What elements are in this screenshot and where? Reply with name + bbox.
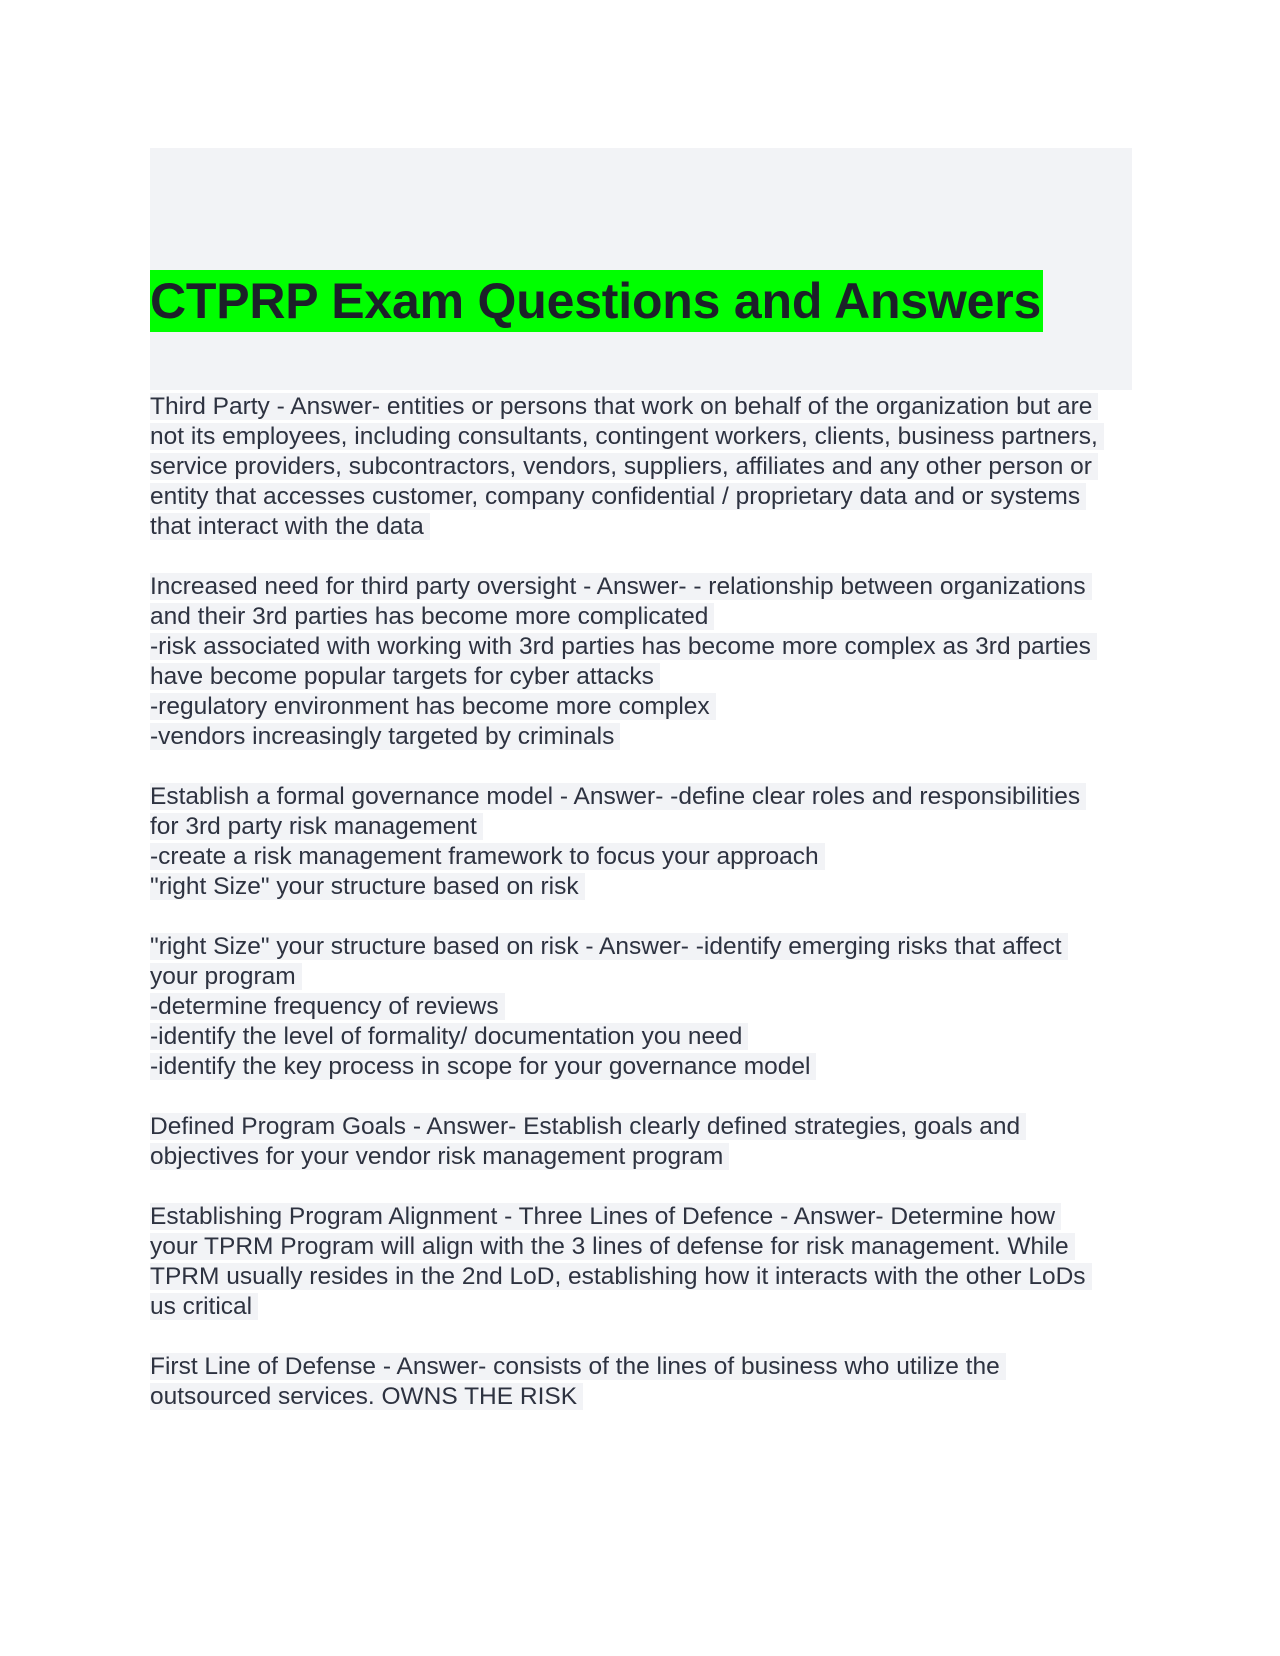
document-title: CTPRP Exam Questions and Answers	[150, 270, 1043, 332]
qa-entry	[150, 392, 1140, 542]
text-line: -regulatory environment has become more complex	[150, 692, 1140, 722]
text-line: TPRM usually resides in the 2nd LoD, establishing how it interacts with the other LoDs	[150, 1262, 1140, 1292]
text-line: -determine frequency of reviews	[150, 992, 1140, 1022]
qa-list	[150, 392, 1140, 1442]
qa-entry	[150, 1202, 1140, 1322]
text-line: Establish a formal governance model - Answer- -define clear roles and responsibilities	[150, 782, 1140, 812]
text-line: First Line of Defense - Answer- consists of the lines of business who utilize the	[150, 1352, 1140, 1382]
title-block	[150, 270, 1043, 332]
text-line: Third Party - Answer- entities or persons that work on behalf of the organization but are	[150, 392, 1140, 422]
text-line: your program	[150, 962, 1140, 992]
text-line: have become popular targets for cyber attacks	[150, 662, 1140, 692]
text-line: "right Size" your structure based on risk - Answer- -identify emerging risks that affect	[150, 932, 1140, 962]
text-line: not its employees, including consultants, contingent workers, clients, business partners,	[150, 422, 1140, 452]
text-line: Establishing Program Alignment - Three Lines of Defence - Answer- Determine how	[150, 1202, 1140, 1232]
qa-entry	[150, 782, 1140, 902]
qa-entry	[150, 932, 1140, 1082]
text-line: Increased need for third party oversight - Answer- - relationship between organizations	[150, 572, 1140, 602]
text-line: objectives for your vendor risk management program	[150, 1142, 1140, 1172]
text-line: service providers, subcontractors, vendors, suppliers, affiliates and any other person or	[150, 452, 1140, 482]
text-line: us critical	[150, 1292, 1140, 1322]
header-band	[150, 148, 1132, 390]
qa-entry	[150, 1352, 1140, 1412]
text-line: your TPRM Program will align with the 3 lines of defense for risk management. While	[150, 1232, 1140, 1262]
text-line: outsourced services. OWNS THE RISK	[150, 1382, 1140, 1412]
text-line: -identify the key process in scope for your governance model	[150, 1052, 1140, 1082]
text-line: "right Size" your structure based on risk	[150, 872, 1140, 902]
text-line: for 3rd party risk management	[150, 812, 1140, 842]
text-line: that interact with the data	[150, 512, 1140, 542]
text-line: entity that accesses customer, company confidential / proprietary data and or systems	[150, 482, 1140, 512]
qa-entry	[150, 1112, 1140, 1172]
text-line: -risk associated with working with 3rd parties has become more complex as 3rd parties	[150, 632, 1140, 662]
text-line: and their 3rd parties has become more complicated	[150, 602, 1140, 632]
qa-entry	[150, 572, 1140, 752]
text-line: -create a risk management framework to focus your approach	[150, 842, 1140, 872]
text-line: -identify the level of formality/ documentation you need	[150, 1022, 1140, 1052]
text-line: -vendors increasingly targeted by criminals	[150, 722, 1140, 752]
text-line: Defined Program Goals - Answer- Establish clearly defined strategies, goals and	[150, 1112, 1140, 1142]
